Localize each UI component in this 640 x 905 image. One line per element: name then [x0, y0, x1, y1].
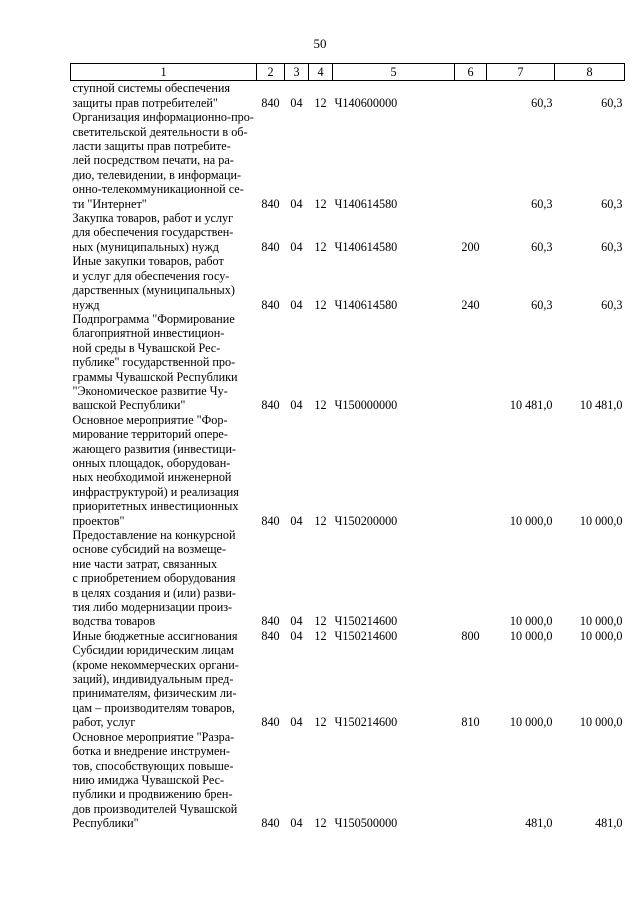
row-target-article: Ч150214600 [334, 628, 398, 643]
table-row [71, 629, 625, 643]
row-name: Основное мероприятие "Фор- мирование территорий опере- жающего развития (инвестици- онных площадок, оборудован- ных необходимой инженерной инфраструктурой) и реализация приоритетных инвестиционных проектов" [72, 412, 239, 528]
row-amount-1: 60,3 [531, 196, 553, 211]
row-expense-type [455, 413, 487, 528]
row-subsection-code: 12 [314, 816, 327, 831]
row-name: Основное мероприятие "Разра- ботка и внедрение инструмен- тов, способствующих повыше- нию имиджа Чувашской Рес- публики и продвижению брен- дов производителей Чувашской Республики" [72, 729, 238, 831]
row-ministry-code: 840 [261, 513, 280, 528]
row-amount-2: 60,3 [601, 297, 623, 312]
budget-table [70, 63, 625, 831]
row-expense-type [455, 110, 487, 211]
table-row [71, 110, 625, 211]
row-section-code: 04 [290, 614, 303, 629]
row-ministry-code: 840 [261, 196, 280, 211]
header-cell-3: 3 [285, 64, 309, 81]
row-name: Закупка товаров, работ и услуг для обеспечения государствен- ных (муниципальных) нужд [72, 211, 234, 254]
row-section-code: 04 [290, 816, 303, 831]
row-name: Иные бюджетные ассигнования [72, 628, 238, 643]
row-section-code: 04 [290, 297, 303, 312]
row-expense-type: 240 [461, 297, 480, 312]
row-section-code: 04 [290, 398, 303, 413]
row-amount-2: 10 000,0 [579, 628, 623, 643]
row-subsection-code: 12 [314, 513, 327, 528]
row-amount-2: 10 000,0 [579, 715, 623, 730]
table-row [71, 211, 625, 254]
header-cell-1: 1 [71, 64, 257, 81]
row-target-article: Ч140600000 [334, 95, 398, 110]
row-amount-2: 10 000,0 [579, 614, 623, 629]
row-ministry-code: 840 [261, 614, 280, 629]
row-expense-type: 810 [461, 715, 480, 730]
row-ministry-code: 840 [261, 95, 280, 110]
row-subsection-code: 12 [314, 95, 327, 110]
page-number: 50 [313, 36, 327, 51]
row-ministry-code: 840 [261, 816, 280, 831]
row-target-article: Ч150214600 [334, 614, 398, 629]
row-target-article: Ч140614580 [334, 297, 398, 312]
row-amount-1: 60,3 [531, 239, 553, 254]
row-subsection-code: 12 [314, 628, 327, 643]
row-name: Организация информационно-про- светительской деятельности в об- ласти защиты прав потребите- лей посредством печати, на ра- дио, телевидении, в информаци- онно-телекоммуникационной се- ти "Интернет" [72, 110, 254, 211]
row-expense-type [455, 528, 487, 629]
row-ministry-code: 840 [261, 297, 280, 312]
row-amount-1: 10 000,0 [509, 628, 553, 643]
row-name: Подпрограмма "Формирование благоприятной инвестицион- ной среды в Чувашской Рес- публике" государственной про- граммы Чувашской Республики "Экономическое развитие Чу- вашской Республики" [72, 311, 238, 413]
row-target-article: Ч150214600 [334, 715, 398, 730]
row-section-code: 04 [290, 715, 303, 730]
table-row [71, 643, 625, 729]
row-amount-2: 481,0 [595, 816, 623, 831]
row-name: Иные закупки товаров, работ и услуг для обеспечения госу- дарственных (муниципальных) нужд [72, 254, 235, 312]
header-cell-8: 8 [555, 64, 625, 81]
row-amount-1: 10 000,0 [509, 715, 553, 730]
table-row [71, 81, 625, 110]
header-cell-4: 4 [309, 64, 333, 81]
row-target-article: Ч140614580 [334, 196, 398, 211]
row-amount-2: 10 000,0 [579, 513, 623, 528]
row-name: Субсидии юридическим лицам (кроме некоммерческих органи- заций), индивидуальным пред- принимателям, физическим ли- цам – производителям товаров, работ, услуг [72, 643, 239, 730]
table-row [71, 312, 625, 413]
row-ministry-code: 840 [261, 715, 280, 730]
row-subsection-code: 12 [314, 398, 327, 413]
table-row [71, 528, 625, 629]
row-expense-type [455, 81, 487, 110]
row-amount-1: 10 000,0 [509, 614, 553, 629]
row-subsection-code: 12 [314, 297, 327, 312]
row-subsection-code: 12 [314, 196, 327, 211]
row-subsection-code: 12 [314, 715, 327, 730]
row-amount-2: 60,3 [601, 95, 623, 110]
row-amount-1: 10 000,0 [509, 513, 553, 528]
table-row [71, 254, 625, 312]
table-header-row [71, 64, 625, 81]
row-subsection-code: 12 [314, 614, 327, 629]
row-section-code: 04 [290, 196, 303, 211]
row-section-code: 04 [290, 628, 303, 643]
row-target-article: Ч150200000 [334, 513, 398, 528]
header-cell-5: 5 [333, 64, 455, 81]
row-amount-2: 60,3 [601, 196, 623, 211]
row-expense-type: 200 [461, 239, 480, 254]
row-target-article: Ч140614580 [334, 239, 398, 254]
row-amount-2: 60,3 [601, 239, 623, 254]
row-section-code: 04 [290, 239, 303, 254]
row-ministry-code: 840 [261, 628, 280, 643]
row-expense-type [455, 730, 487, 831]
row-amount-1: 60,3 [531, 95, 553, 110]
row-ministry-code: 840 [261, 398, 280, 413]
header-cell-2: 2 [257, 64, 285, 81]
row-expense-type: 800 [461, 628, 480, 643]
row-target-article: Ч150500000 [334, 816, 398, 831]
header-cell-6: 6 [455, 64, 487, 81]
row-amount-1: 60,3 [531, 297, 553, 312]
row-section-code: 04 [290, 95, 303, 110]
row-subsection-code: 12 [314, 239, 327, 254]
table-row [71, 730, 625, 831]
row-ministry-code: 840 [261, 239, 280, 254]
row-name: ступной системы обеспечения защиты прав потребителей" [72, 81, 230, 110]
row-section-code: 04 [290, 513, 303, 528]
row-amount-1: 481,0 [525, 816, 553, 831]
table-row [71, 413, 625, 528]
row-amount-1: 10 481,0 [509, 398, 553, 413]
header-cell-7: 7 [487, 64, 555, 81]
row-target-article: Ч150000000 [334, 398, 398, 413]
row-name: Предоставление на конкурсной основе субсидий на возмеще- ние части затрат, связанных с приобретением оборудования в целях создания и (или) разви- тия либо модернизации произ- водства товаров [72, 528, 236, 629]
row-expense-type [455, 312, 487, 413]
row-amount-2: 10 481,0 [579, 398, 623, 413]
